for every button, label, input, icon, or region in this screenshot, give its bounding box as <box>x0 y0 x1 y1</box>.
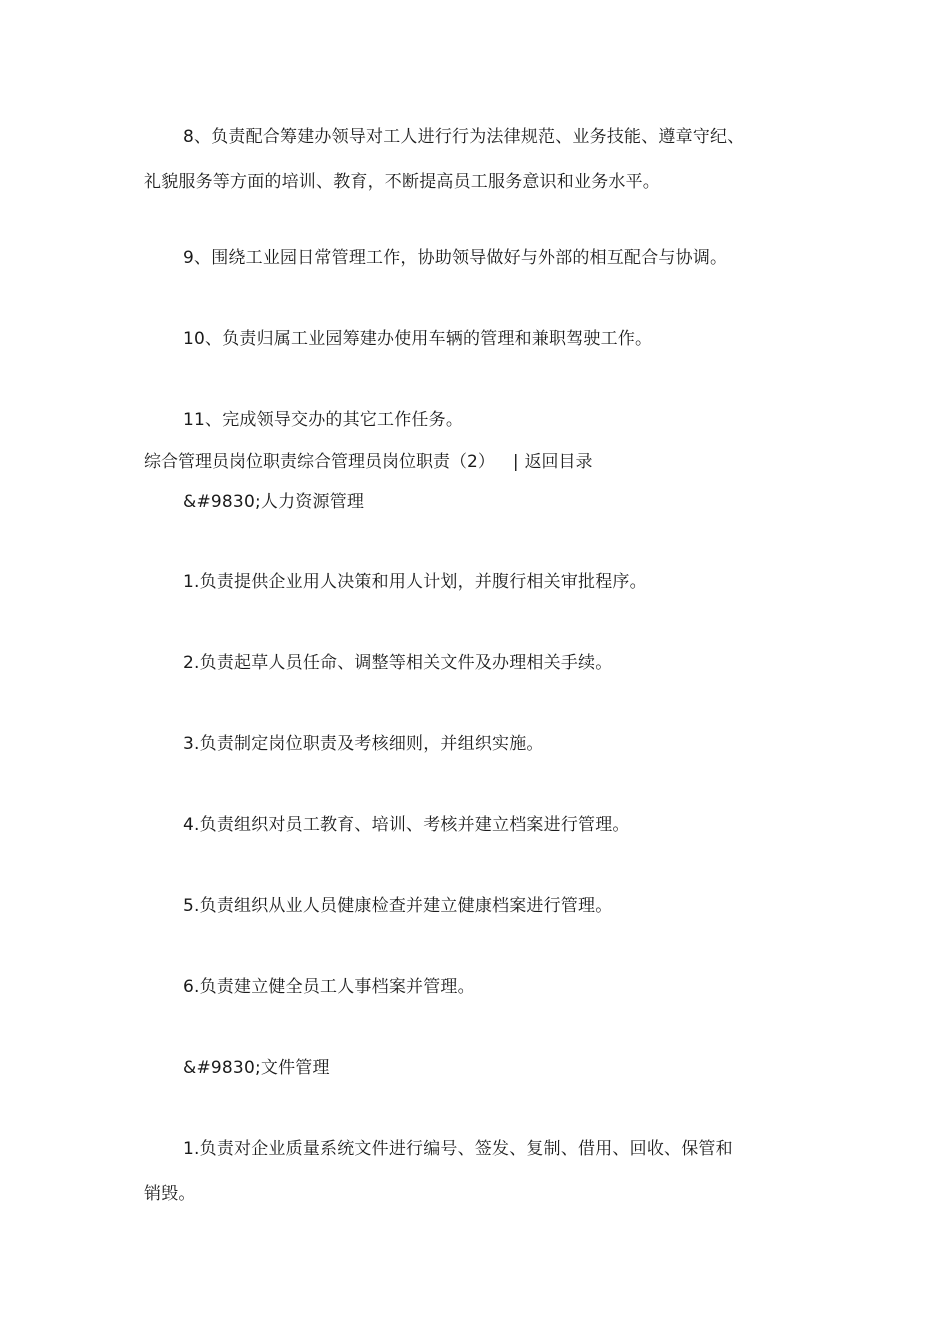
hr-item-5: 5.负责组织从业人员健康检查并建立健康档案进行管理。 <box>183 896 613 916</box>
docs-item-1-line2: 销毁。 <box>144 1184 196 1204</box>
hr-item-6: 6.负责建立健全员工人事档案并管理。 <box>183 977 475 997</box>
section-heading-row <box>144 450 593 474</box>
hr-item-4: 4.负责组织对员工教育、培训、考核并建立档案进行管理。 <box>183 815 630 835</box>
paragraph-item-8-line2: 礼貌服务等方面的培训、教育，不断提高员工服务意识和业务水平。 <box>144 172 660 192</box>
paragraph-item-11: 11、完成领导交办的其它工作任务。 <box>183 410 464 430</box>
section-title: 综合管理员岗位职责综合管理员岗位职责（2） <box>144 452 495 472</box>
back-to-contents-link[interactable]: 返回目录 <box>524 452 593 472</box>
paragraph-item-8-line1: 8、负责配合筹建办领导对工人进行行为法律规范、业务技能、遵章守纪、 <box>183 127 745 147</box>
title-separator: | <box>512 452 519 472</box>
docs-section-heading: &#9830;文件管理 <box>183 1058 330 1078</box>
hr-section-heading: &#9830;人力资源管理 <box>183 492 365 512</box>
hr-item-1: 1.负责提供企业用人决策和用人计划，并腹行相关审批程序。 <box>183 572 647 592</box>
hr-item-2: 2.负责起草人员任命、调整等相关文件及办理相关手续。 <box>183 653 613 673</box>
paragraph-item-9: 9、围绕工业园日常管理工作，协助领导做好与外部的相互配合与协调。 <box>183 248 728 268</box>
hr-item-3: 3.负责制定岗位职责及考核细则，并组织实施。 <box>183 734 544 754</box>
docs-item-1-line1: 1.负责对企业质量系统文件进行编号、签发、复制、借用、回收、保管和 <box>183 1139 733 1159</box>
paragraph-item-10: 10、负责归属工业园筹建办使用车辆的管理和兼职驾驶工作。 <box>183 329 653 349</box>
